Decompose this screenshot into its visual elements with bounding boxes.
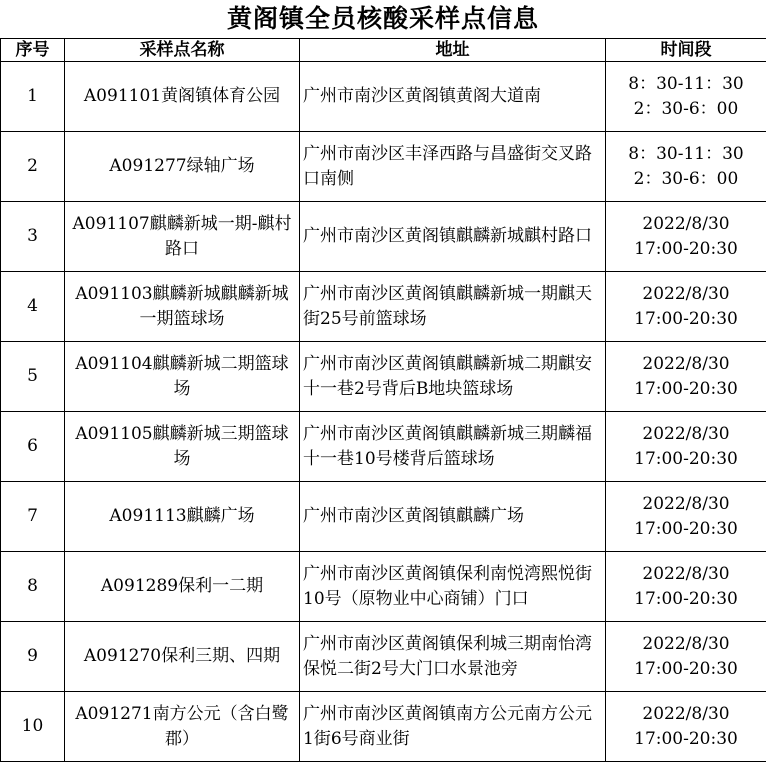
table-body [1,62,766,762]
cell-site-name: A091277绿轴广场 [65,132,300,202]
cell-time [606,482,766,552]
cell-no: 6 [1,412,65,482]
table-row [1,412,766,482]
cell-no: 3 [1,202,65,272]
cell-time [606,552,766,622]
address-text: 广州市南沙区黄阁镇南方公元南方公元1街6号商业街 [303,703,592,749]
address-text: 广州市南沙区黄阁镇麒麟新城麒村路口 [303,226,592,246]
cell-no: 4 [1,272,65,342]
cell-site-name: A091103麒麟新城麒麟新城一期篮球场 [65,272,300,342]
cell-no: 9 [1,622,65,692]
table-row [1,692,766,762]
cell-no: 8 [1,552,65,622]
cell-address [300,132,606,202]
table-row [1,622,766,692]
table-row [1,62,766,132]
address-text: 广州市南沙区黄阁镇麒麟广场 [303,506,524,526]
cell-address [300,62,606,132]
cell-site-name: A091105麒麟新城三期篮球场 [65,412,300,482]
cell-time [606,412,766,482]
time-line-2: 17:00-20:30 [634,658,738,679]
cell-time [606,692,766,762]
sampling-sites-table [0,38,766,762]
address-text: 广州市南沙区黄阁镇麒麟新城二期麒安十一巷2号背后B地块篮球场 [303,353,592,399]
cell-address [300,202,606,272]
cell-site-name: A091270保利三期、四期 [65,622,300,692]
cell-site-name: A091113麒麟广场 [65,482,300,552]
column-header-no: 序号 [1,39,65,62]
cell-address [300,622,606,692]
time-line-2: 2：30-6：00 [633,98,739,119]
address-text: 广州市南沙区黄阁镇保利城三期南怡湾保悦二街2号大门口水景池旁 [303,633,592,679]
column-header-name: 采样点名称 [65,39,300,62]
time-line-2: 2：30-6：00 [633,168,739,189]
cell-site-name: A091289保利一二期 [65,552,300,622]
address-text: 广州市南沙区黄阁镇麒麟新城一期麒天街25号前篮球场 [303,283,592,329]
time-line-1: 8：30-11：30 [628,143,744,164]
time-line-2: 17:00-20:30 [634,448,738,469]
time-line-2: 17:00-20:30 [634,728,738,749]
cell-address [300,552,606,622]
time-line-2: 17:00-20:30 [634,518,738,539]
cell-address [300,482,606,552]
table-row [1,202,766,272]
address-text: 广州市南沙区丰泽西路与昌盛街交叉路口南侧 [303,143,592,189]
address-text: 广州市南沙区黄阁镇黄阁大道南 [303,86,541,106]
time-line-2: 17:00-20:30 [634,378,738,399]
cell-no: 10 [1,692,65,762]
cell-time [606,622,766,692]
table-row [1,552,766,622]
table-header-row [1,39,766,62]
time-line-2: 17:00-20:30 [634,308,738,329]
time-line-1: 2022/8/30 [642,423,730,444]
cell-site-name: A091107麒麟新城一期-麒村路口 [65,202,300,272]
cell-address [300,272,606,342]
address-text: 广州市南沙区黄阁镇麒麟新城三期麟福十一巷10号楼背后篮球场 [303,423,592,469]
cell-time [606,62,766,132]
time-line-1: 2022/8/30 [642,633,730,654]
cell-address [300,692,606,762]
time-line-1: 8：30-11：30 [628,73,744,94]
cell-site-name: A091271南方公元（含白鹭郡） [65,692,300,762]
time-line-1: 2022/8/30 [642,353,730,374]
time-line-1: 2022/8/30 [642,283,730,304]
cell-address [300,412,606,482]
cell-time [606,342,766,412]
address-text: 广州市南沙区黄阁镇保利南悦湾熙悦街10号（原物业中心商铺）门口 [303,563,592,609]
time-line-1: 2022/8/30 [642,563,730,584]
time-line-1: 2022/8/30 [642,213,730,234]
cell-no: 5 [1,342,65,412]
cell-no: 7 [1,482,65,552]
cell-site-name: A091104麒麟新城二期篮球场 [65,342,300,412]
cell-no: 1 [1,62,65,132]
cell-site-name: A091101黄阁镇体育公园 [65,62,300,132]
table-row [1,272,766,342]
time-line-2: 17:00-20:30 [634,588,738,609]
time-line-1: 2022/8/30 [642,703,730,724]
column-header-time: 时间段 [606,39,766,62]
cell-time [606,272,766,342]
cell-time [606,132,766,202]
table-row [1,342,766,412]
table-row [1,132,766,202]
time-line-1: 2022/8/30 [642,493,730,514]
cell-time [606,202,766,272]
cell-no: 2 [1,132,65,202]
cell-address [300,342,606,412]
table-row [1,482,766,552]
time-line-2: 17:00-20:30 [634,238,738,259]
sheet-title: 黄阁镇全员核酸采样点信息 [226,4,539,33]
column-header-address: 地址 [300,39,606,62]
